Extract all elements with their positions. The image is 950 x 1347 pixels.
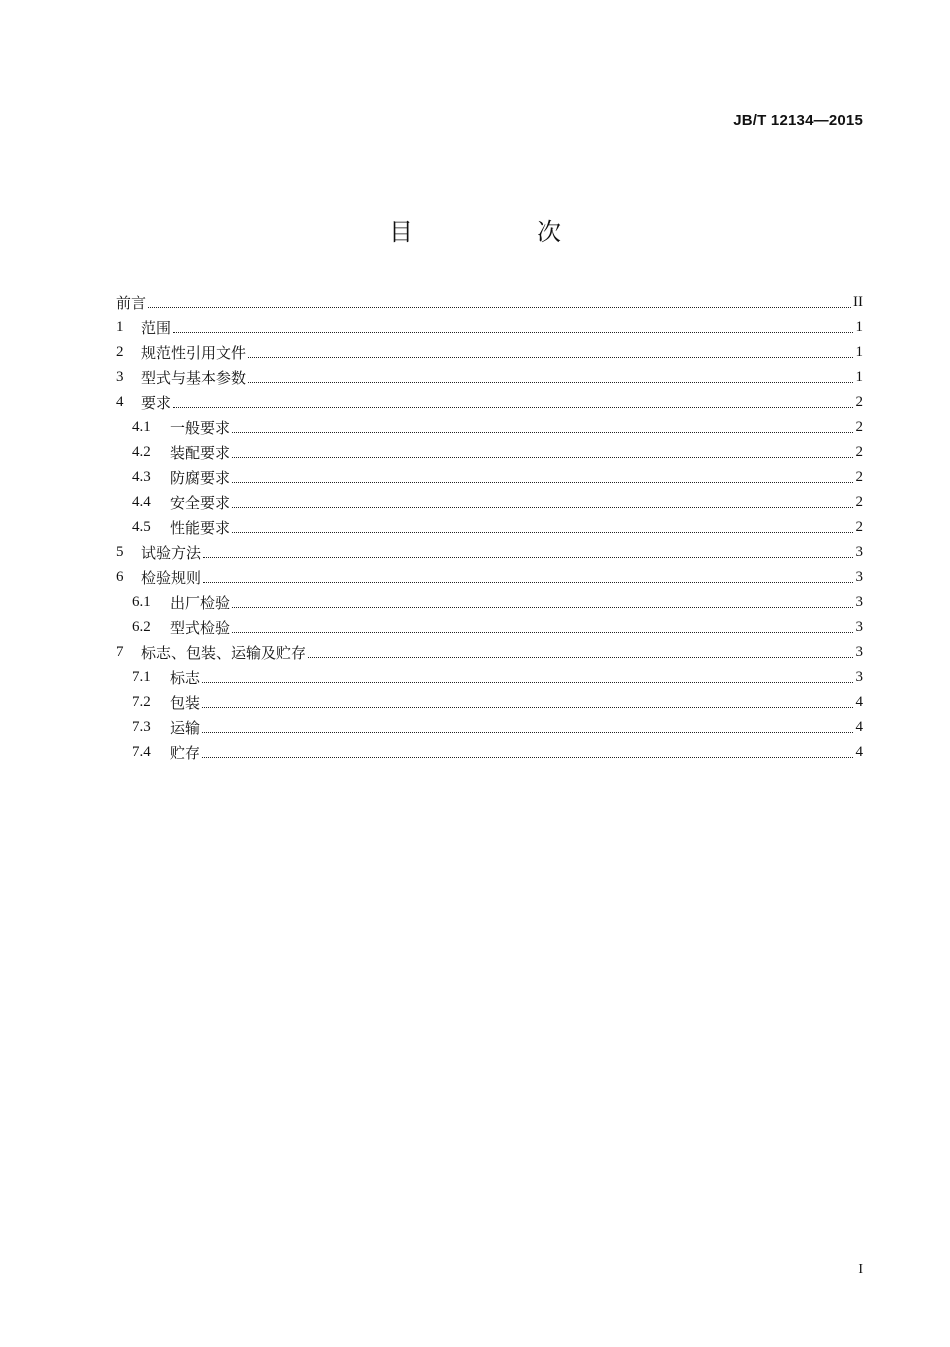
toc-entry-label: 装配要求: [170, 446, 231, 462]
toc-entry-page: 2: [855, 419, 863, 435]
dot-leader: [232, 432, 853, 433]
toc-entry-label: 范围: [141, 321, 172, 337]
dot-leader: [248, 357, 853, 358]
toc-entry-page: II: [853, 294, 863, 310]
toc-entry-page: 3: [855, 644, 863, 660]
toc-entry-number: 2: [116, 344, 124, 360]
toc-entry-label: 试验方法: [141, 546, 202, 562]
toc-entry-number: 4.5: [132, 519, 151, 535]
dot-leader: [232, 507, 853, 508]
toc-entry[interactable]: [116, 590, 863, 615]
dot-leader: [232, 457, 853, 458]
toc-entry-number: 7.3: [132, 719, 151, 735]
toc-entry-label: 检验规则: [141, 571, 202, 587]
toc-entry[interactable]: [116, 540, 863, 565]
toc-entry-page: 2: [855, 469, 863, 485]
toc-entry-number: 7.4: [132, 744, 151, 760]
toc-entry-label: 运输: [170, 721, 201, 737]
toc-entry-number: 3: [116, 369, 124, 385]
dot-leader: [173, 332, 853, 333]
toc-entry-page: 2: [855, 519, 863, 535]
dot-leader: [308, 657, 853, 658]
toc-entry-page: 3: [855, 619, 863, 635]
toc-entry[interactable]: [116, 290, 863, 315]
toc-entry[interactable]: [116, 740, 863, 765]
toc-entry-label: 安全要求: [170, 496, 231, 512]
toc-entry[interactable]: [116, 340, 863, 365]
toc-entry-number: 6.1: [132, 594, 151, 610]
toc-entry-label: 一般要求: [170, 421, 231, 437]
toc-entry-page: 3: [855, 669, 863, 685]
toc-entry-page: 2: [855, 494, 863, 510]
toc-entry[interactable]: [116, 415, 863, 440]
toc-entry-label: 规范性引用文件: [141, 346, 247, 362]
toc-entry-number: 7.2: [132, 694, 151, 710]
dot-leader: [203, 582, 853, 583]
toc-entry-number: 7: [116, 644, 124, 660]
toc-entry[interactable]: [116, 390, 863, 415]
toc-entry-page: 3: [855, 544, 863, 560]
toc-entry-page: 1: [855, 344, 863, 360]
toc-entry-label: 标志、包装、运输及贮存: [141, 646, 307, 662]
page-number: I: [858, 1262, 863, 1277]
toc-entry-number: 6: [116, 569, 124, 585]
toc-entry-number: 4.1: [132, 419, 151, 435]
toc-entry[interactable]: [116, 665, 863, 690]
dot-leader: [202, 707, 853, 708]
toc-entry-label: 出厂检验: [170, 596, 231, 612]
toc-entry[interactable]: [116, 565, 863, 590]
dot-leader: [232, 607, 853, 608]
dot-leader: [148, 307, 851, 308]
dot-leader: [232, 532, 853, 533]
dot-leader: [173, 407, 853, 408]
toc-entry-label: 型式与基本参数: [141, 371, 247, 387]
dot-leader: [202, 732, 853, 733]
toc-entry[interactable]: [116, 440, 863, 465]
dot-leader: [202, 682, 853, 683]
standard-code: JB/T 12134—2015: [733, 112, 863, 129]
page-title: 目 次: [389, 218, 611, 246]
toc-entry-number: 5: [116, 544, 124, 560]
toc-entry[interactable]: [116, 465, 863, 490]
dot-leader: [202, 757, 853, 758]
toc-entry-label: 防腐要求: [170, 471, 231, 487]
toc-entry-number: 4.4: [132, 494, 151, 510]
toc-entry-number: 6.2: [132, 619, 151, 635]
toc-entry[interactable]: [116, 715, 863, 740]
toc-entry-page: 3: [855, 594, 863, 610]
toc-entry-label: 贮存: [170, 746, 201, 762]
toc-entry-number: 7.1: [132, 669, 151, 685]
toc-entry[interactable]: [116, 315, 863, 340]
toc-entry-label: 型式检验: [170, 621, 231, 637]
toc-entry-page: 1: [855, 319, 863, 335]
dot-leader: [232, 632, 853, 633]
toc-entry[interactable]: [116, 640, 863, 665]
toc-entry-page: 4: [855, 719, 863, 735]
toc-entry-label: 包装: [170, 696, 201, 712]
toc-entry-page: 4: [855, 694, 863, 710]
toc-entry-label: 性能要求: [170, 521, 231, 537]
toc-entry-page: 1: [855, 369, 863, 385]
dot-leader: [248, 382, 853, 383]
dot-leader: [232, 482, 853, 483]
toc-entry-label: 前言: [116, 296, 147, 312]
toc-entry-number: 1: [116, 319, 124, 335]
toc-entry-page: 4: [855, 744, 863, 760]
dot-leader: [203, 557, 853, 558]
toc-entry[interactable]: [116, 365, 863, 390]
toc-entry-page: 2: [855, 394, 863, 410]
toc-entry-page: 2: [855, 444, 863, 460]
toc-entry[interactable]: [116, 515, 863, 540]
toc-entry-number: 4.2: [132, 444, 151, 460]
toc-entry[interactable]: [116, 490, 863, 515]
toc-entry-page: 3: [855, 569, 863, 585]
toc-entry[interactable]: [116, 690, 863, 715]
toc-entry-number: 4: [116, 394, 124, 410]
toc-entry-label: 要求: [141, 396, 172, 412]
toc-entry-number: 4.3: [132, 469, 151, 485]
toc-entry-label: 标志: [170, 671, 201, 687]
table-of-contents: [116, 290, 863, 765]
toc-entry[interactable]: [116, 615, 863, 640]
